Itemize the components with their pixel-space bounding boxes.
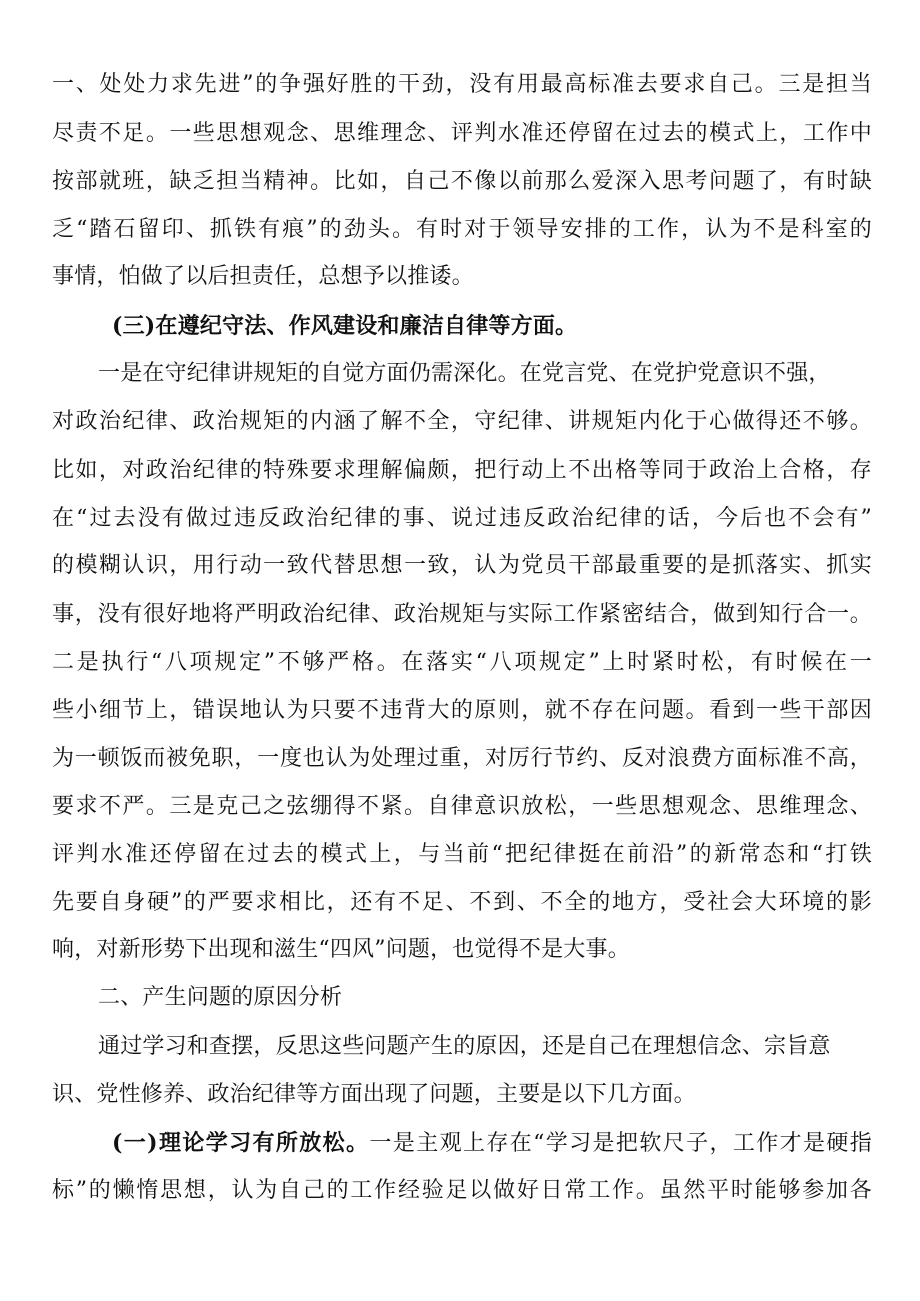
body-line-17: 评判水准还停留在过去的模式上，与当前“把纪律挺在前沿”的新常态和“打铁 — [52, 842, 872, 867]
body-line-16: 要求不严。三是克己之弦绷得不紧。自律意识放松，一些思想观念、思维理念、 — [52, 794, 872, 819]
body-line-2: 尽责不足。一些思想观念、思维理念、评判水准还停留在过去的模式上，工作中 — [52, 121, 872, 146]
body-line-18: 先要自身硬”的严要求相比，还有不足、不到、不全的地方，受社会大环境的影 — [52, 890, 872, 915]
body-line-7: 一是在守纪律讲规矩的自觉方面仍需深化。在党言党、在党护党意识不强， — [98, 361, 831, 386]
body-line-23-text: 一是主观上存在“学习是把软尺子，工作才是硬指 — [369, 1131, 872, 1156]
body-line-13: 二是执行“八项规定”不够严格。在落实“八项规定”上时紧时松，有时候在一 — [52, 650, 872, 675]
body-line-23 — [112, 1128, 872, 1159]
body-line-10: 在“过去没有做过违反政治纪律的事、说过违反政治纪律的话，今后也不会有” — [52, 506, 872, 531]
body-line-21: 通过学习和查摆，反思这些问题产生的原因，还是自己在理想信念、宗旨意 — [98, 1034, 831, 1059]
body-line-19: 响，对新形势下出现和滋生“四风”问题，也觉得不是大事。 — [52, 937, 630, 962]
body-line-4: 乏“踏石留印、抓铁有痕”的劲头。有时对于领导安排的工作，认为不是科室的 — [52, 217, 872, 242]
subsection-heading-1: (一)理论学习有所放松。 — [112, 1130, 370, 1156]
body-line-1: 一、处处力求先进”的争强好胜的干劲，没有用最高标准去要求自己。三是担当 — [52, 72, 872, 97]
body-line-12: 事，没有很好地将严明政治纪律、政治规矩与实际工作紧密结合，做到知行合一。 — [52, 602, 872, 627]
body-line-11: 的模糊认识，用行动一致代替思想一致，认为党员干部最重要的是抓落实、抓实 — [52, 553, 872, 578]
body-line-9: 比如，对政治纪律的特殊要求理解偏颇，把行动上不出格等同于政治上合格，存 — [52, 458, 872, 483]
body-line-3: 按部就班，缺乏担当精神。比如，自己不像以前那么爱深入思考问题了，有时缺 — [52, 169, 872, 194]
section-heading-3: (三)在遵纪守法、作风建设和廉洁自律等方面。 — [112, 313, 578, 339]
body-line-24: 标”的懒惰思想，认为自己的工作经验足以做好日常工作。虽然平时能够参加各 — [52, 1178, 872, 1203]
body-line-5: 事情，怕做了以后担责任，总想予以推诿。 — [52, 264, 474, 289]
body-line-14: 些小细节上，错误地认为只要不违背大的原则，就不存在问题。看到一些干部因 — [52, 698, 872, 723]
section-heading-2: 二、产生问题的原因分析 — [98, 985, 343, 1010]
body-line-22: 识、党性修养、政治纪律等方面出现了问题，主要是以下几方面。 — [52, 1082, 696, 1107]
body-line-15: 为一顿饭而被免职，一度也认为处理过重，对厉行节约、反对浪费方面标准不高， — [52, 746, 872, 771]
body-line-8: 对政治纪律、政治规矩的内涵了解不全，守纪律、讲规矩内化于心做得还不够。 — [52, 409, 872, 434]
